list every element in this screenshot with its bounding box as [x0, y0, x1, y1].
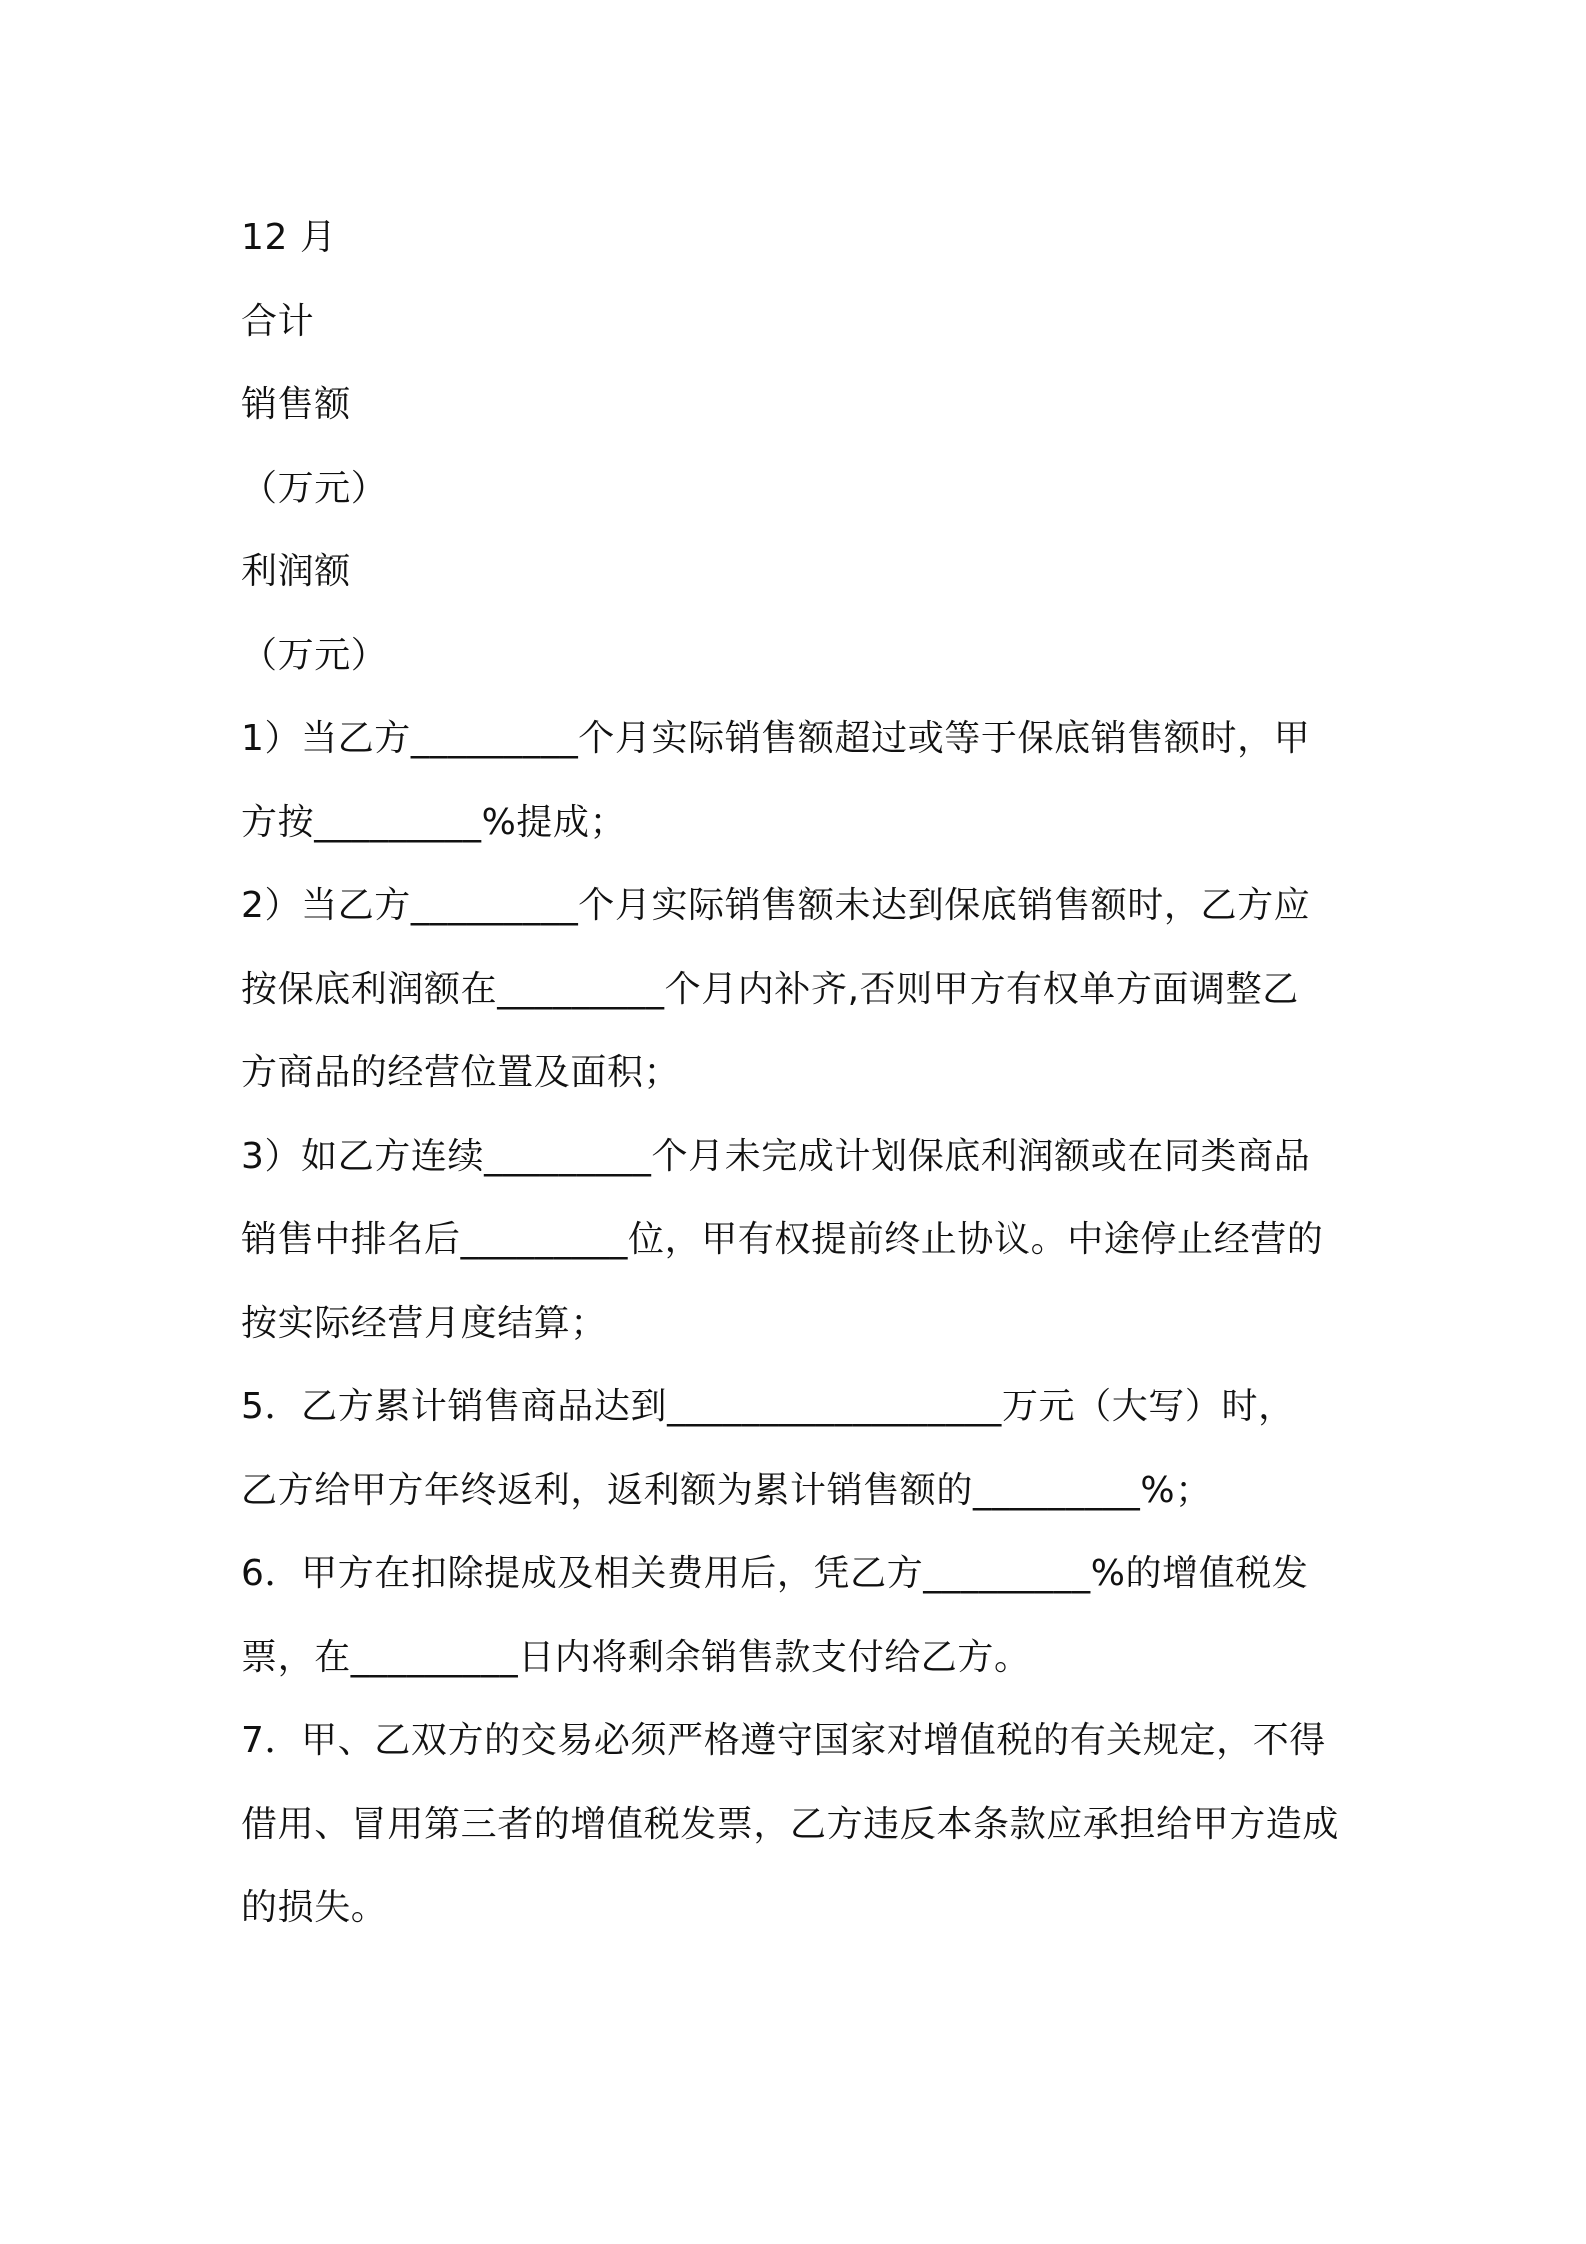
profit-unit-label: （万元）	[241, 634, 388, 676]
clause-6-line-1: 6．甲方在扣除提成及相关费用后，凭乙方_________%的增值税发	[241, 1553, 1309, 1594]
clause-6-line-2: 票，在_________日内将剩余销售款支付给乙方。	[241, 1636, 1031, 1678]
clause-3-line-1: 3）如乙方连续_________个月未完成计划保底利润额或在同类商品	[241, 1135, 1311, 1177]
total-label: 合计	[241, 300, 315, 342]
clause-2-line-2: 按保底利润额在_________个月内补齐,否则甲方有权单方面调整乙	[241, 968, 1299, 1010]
document-body	[241, 196, 1356, 1950]
clause-7-line-1: 7．甲、乙双方的交易必须严格遵守国家对增值税的有关规定，不得	[241, 1720, 1326, 1761]
profit-label: 利润额	[241, 551, 351, 592]
clause-2-line-3: 方商品的经营位置及面积；	[241, 1052, 681, 1093]
clause-3-line-2: 销售中排名后_________位，甲有权提前终止协议。中途停止经营的	[241, 1219, 1324, 1260]
sales-label: 销售额	[241, 384, 351, 425]
clause-7-line-3: 的损失。	[241, 1887, 388, 1928]
clause-3-line-3: 按实际经营月度结算；	[241, 1302, 608, 1344]
clause-5-line-2: 乙方给甲方年终返利，返利额为累计销售额的_________%；	[241, 1469, 1212, 1511]
month-label: 12 月	[241, 217, 337, 258]
sales-unit-label: （万元）	[241, 467, 388, 509]
clause-5-line-1: 5．乙方累计销售商品达到__________________万元（大写）时，	[241, 1386, 1295, 1427]
clause-2-line-1: 2）当乙方_________个月实际销售额未达到保底销售额时，乙方应	[241, 885, 1311, 926]
clause-7-line-2: 借用、冒用第三者的增值税发票，乙方违反本条款应承担给甲方造成	[241, 1803, 1340, 1845]
clause-1-line-1: 1）当乙方_________个月实际销售额超过或等于保底销售额时，甲	[241, 718, 1311, 759]
clause-1-line-2: 方按_________%提成；	[241, 801, 627, 843]
